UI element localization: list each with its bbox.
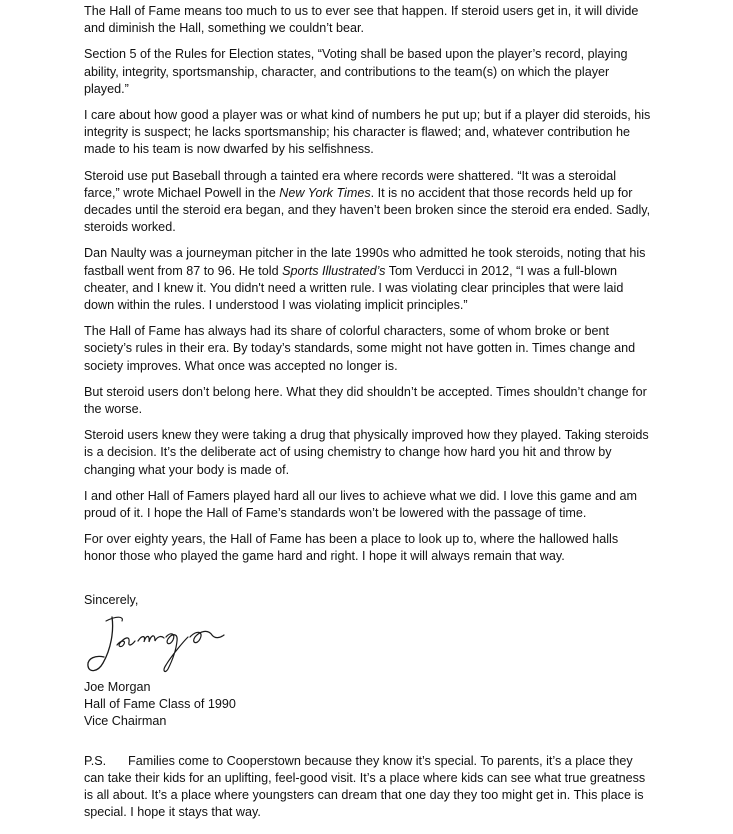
paragraph-text: For over eighty years, the Hall of Fame has been a place to look up to, where the hallowed halls honor those who played the game hard and right. I hope it will always remain that way. xyxy=(84,532,619,564)
paragraph-text: Section 5 of the Rules for Election states, “Voting shall be based upon the player’s record, playing ability, integrity, sportsmanship, character, and contributions to the team(s) on which the player played.” xyxy=(84,47,628,96)
letter-body xyxy=(84,3,652,834)
paragraph-text: The Hall of Fame means too much to us to ever see that happen. If steroid users get in, it will divide and diminish the Hall, something we couldn’t bear. xyxy=(84,4,639,36)
paragraph-text: I care about how good a player was or what kind of numbers he put up; but if a player did steroids, his integrity is suspect; he lacks sportsmanship; his character is flawed; and, whatever contribution he made to his team is now dwarfed by his selfishness. xyxy=(84,108,651,157)
letter-paragraph xyxy=(84,488,652,522)
italic-title: New York Times xyxy=(279,185,371,200)
paragraph-text: Steroid use put Baseball through a tainted era where records were shattered. “It was a steroidal farce,” wrote Michael Powell in the xyxy=(84,168,617,200)
letter-paragraph xyxy=(84,384,652,418)
postscript-label: P.S. xyxy=(84,753,107,768)
letter-paragraph xyxy=(84,107,652,159)
letter-paragraph xyxy=(84,3,652,37)
signature-block xyxy=(84,679,652,731)
paragraph-text: Dan Naulty was a journeyman pitcher in the late 1990s who admitted he took steroids, noting that his fastball went from 87 to 96. He told xyxy=(84,246,646,278)
signer-title: Vice Chairman xyxy=(84,714,167,729)
letter-paragraph xyxy=(84,427,652,479)
paragraph-text: I and other Hall of Famers played hard all our lives to achieve what we did. I love this game and am proud of it. I hope the Hall of Fame’s standards won’t be lowered with the passage of time. xyxy=(84,488,638,521)
paragraph-text: The Hall of Fame has always had its share of colorful characters, some of whom broke or bent society’s rules in their era. By today’s standards, some might not have gotten in. Times change and society improves. What once was accepted no longer is. xyxy=(84,324,636,373)
letter-paragraph xyxy=(84,245,652,314)
letter-paragraph xyxy=(84,46,652,98)
italic-title: Sports Illustrated’s xyxy=(282,263,386,278)
postscript-text: Families come to Cooperstown because they know it’s special. To parents, it’s a place they can take their kids for an uplifting, feel-good visit. It’s a place where kids can see what true greatness is all about. It’s a place where youngsters can dream that one day they too might get in. This place is special. I hope it stays that way. xyxy=(84,753,646,820)
closing-salutation: Sincerely, xyxy=(84,592,139,607)
letter-paragraph xyxy=(84,531,652,565)
paragraph-text: But steroid users don’t belong here. What they did shouldn’t be accepted. Times shouldn’t change for the worse. xyxy=(84,384,647,417)
letter-paragraph xyxy=(84,168,652,237)
letter-paragraph xyxy=(84,323,652,375)
signer-name: Joe Morgan xyxy=(84,679,151,694)
paragraph-text: Tom Verducci in 2012, “I was a full-blown cheater, and I knew it. You didn't need a written rule. I was violating clear principles that were laid down within the rules. I understood I was violating implicit principles.” xyxy=(84,263,624,313)
signer-class: Hall of Fame Class of 1990 xyxy=(84,697,236,712)
paragraph-text: Steroid users knew they were taking a drug that physically improved how they played. Taking steroids is a decision. It’s the deliberate act of using chemistry to change how hard you hit and throw by changing what your body is made of. xyxy=(84,428,649,477)
postscript xyxy=(84,753,652,822)
handwritten-signature xyxy=(84,611,254,677)
letter-paragraphs xyxy=(84,3,652,566)
paragraph-text: . It is no accident that those records held up for decades until the steroid era began, and they haven’t been broken since the steroid era ended. Sadly, steroids worked. xyxy=(84,185,651,235)
